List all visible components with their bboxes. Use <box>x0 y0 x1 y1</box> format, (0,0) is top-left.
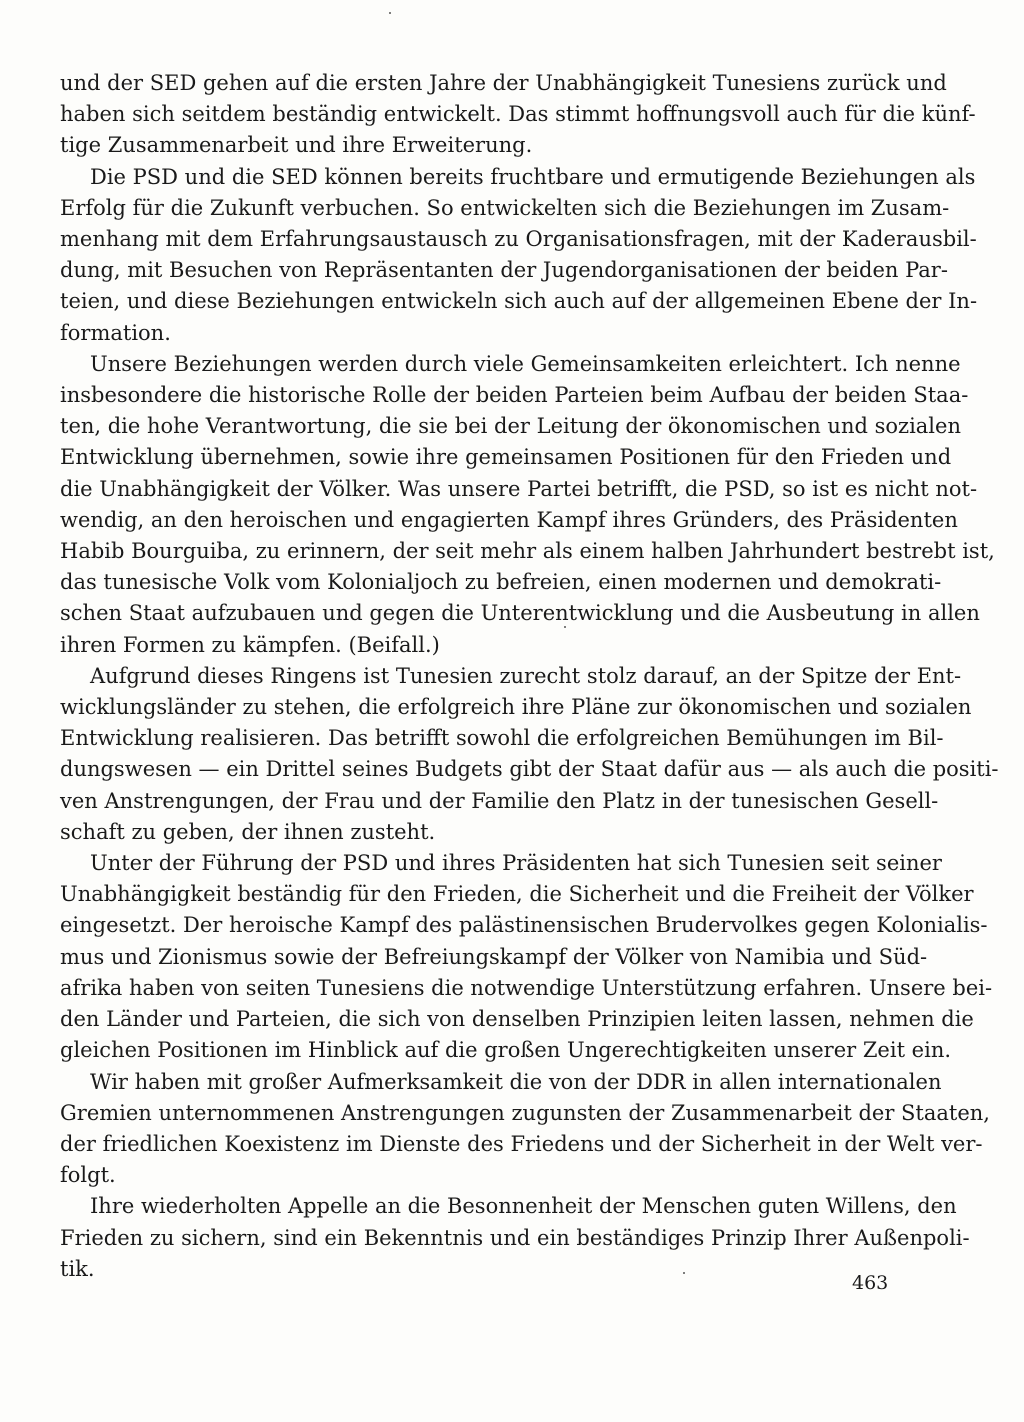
text-line: menhang mit dem Erfahrungsaustausch zu Organisationsfragen, mit der Kaderausbil- <box>60 227 977 252</box>
text-line: dungswesen — ein Drittel seines Budgets gibt der Staat dafür aus — als auch die positi- <box>60 757 999 782</box>
text-line: ten, die hohe Verantwortung, die sie bei der Leitung der ökonomischen und sozialen <box>60 414 961 439</box>
text-line: tik. <box>60 1256 95 1281</box>
text-line: Wir haben mit großer Aufmerksamkeit die von der DDR in allen internationalen <box>90 1069 942 1094</box>
text-line: den Länder und Parteien, die sich von denselben Prinzipien leiten lassen, nehmen die <box>60 1007 974 1032</box>
text-line: Frieden zu sichern, sind ein Bekenntnis und ein beständiges Prinzip Ihrer Außenpoli- <box>60 1225 970 1250</box>
text-line: formation. <box>60 320 171 345</box>
text-line: Entwicklung realisieren. Das betrifft sowohl die erfolgreichen Bemühungen im Bil- <box>60 726 944 751</box>
text-line: und der SED gehen auf die ersten Jahre der Unabhängigkeit Tunesiens zurück und <box>60 71 947 95</box>
text-line: afrika haben von seiten Tunesiens die notwendige Unterstützung erfahren. Unsere bei- <box>60 975 993 1000</box>
text-line: ven Anstrengungen, der Frau und der Familie den Platz in der tunesischen Gesell- <box>60 788 939 813</box>
text-line: tige Zusammenarbeit und ihre Erweiterung. <box>60 133 533 158</box>
text-line: Ihre wiederholten Appelle an die Besonnenheit der Menschen guten Willens, den <box>90 1194 957 1219</box>
text-line: Erfolg für die Zukunft verbuchen. So entwickelten sich die Beziehungen im Zusam- <box>60 195 950 220</box>
text-line: ihren Formen zu kämpfen. (Beifall.) <box>60 632 440 657</box>
text-line: insbesondere die historische Rolle der beiden Parteien beim Aufbau der beiden Staa- <box>60 383 969 408</box>
text-line: Unsere Beziehungen werden durch viele Gemeinsamkeiten erleichtert. Ich nenne <box>90 351 961 376</box>
text-line: folgt. <box>60 1163 116 1188</box>
text-line: dung, mit Besuchen von Repräsentanten der Jugendorganisationen der beiden Par- <box>60 258 948 283</box>
page-number: 463 <box>852 1272 889 1294</box>
text-line: teien, und diese Beziehungen entwickeln sich auch auf der allgemeinen Ebene der In- <box>60 289 978 314</box>
text-line: schaft zu geben, der ihnen zusteht. <box>60 819 436 844</box>
text-line: mus und Zionismus sowie der Befreiungskampf der Völker von Namibia und Süd- <box>60 944 928 969</box>
text-line: Die PSD und die SED können bereits fruchtbare und ermutigende Beziehungen als <box>90 164 976 189</box>
text-line: die Unabhängigkeit der Völker. Was unsere Partei betrifft, die PSD, so ist es nicht not- <box>60 476 978 501</box>
text-line: Unabhängigkeit beständig für den Frieden, die Sicherheit und die Freiheit der Völker <box>60 882 974 907</box>
text-line: haben sich seitdem beständig entwickelt. Das stimmt hoffnungsvoll auch für die künf- <box>60 102 976 127</box>
text-line: wicklungsländer zu stehen, die erfolgreich ihre Pläne zur ökonomischen und sozialen <box>60 695 972 720</box>
text-line: das tunesische Volk vom Kolonialjoch zu befreien, einen modernen und demokrati- <box>60 570 942 595</box>
scan-speck <box>389 12 391 14</box>
text-line: Habib Bourguiba, zu erinnern, der seit mehr als einem halben Jahrhundert bestrebt ist, <box>60 539 995 564</box>
text-line: Aufgrund dieses Ringens ist Tunesien zurecht stolz darauf, an der Spitze der Ent- <box>90 663 962 688</box>
paragraph <box>60 162 978 349</box>
paragraph <box>60 1067 990 1192</box>
text-line: Entwicklung übernehmen, sowie ihre gemeinsamen Positionen für den Frieden und <box>60 445 952 470</box>
text-line: Unter der Führung der PSD und ihres Präsidenten hat sich Tunesien seit seiner <box>90 851 942 876</box>
paragraph <box>60 661 999 848</box>
text-line: der friedlichen Koexistenz im Dienste des Friedens und der Sicherheit in der Welt ver- <box>60 1131 983 1156</box>
text-line: wendig, an den heroischen und engagierten Kampf ihres Gründers, des Präsidenten <box>60 507 958 532</box>
text-line: eingesetzt. Der heroische Kampf des palästinensischen Brudervolkes gegen Kolonialis- <box>60 913 988 938</box>
body-text <box>60 68 999 1285</box>
paragraph <box>60 848 993 1066</box>
text-line: Gremien unternommenen Anstrengungen zugunsten der Zusammenarbeit der Staaten, <box>60 1100 990 1125</box>
text-line: schen Staat aufzubauen und gegen die Unterentwicklung und die Ausbeutung in allen <box>60 601 980 626</box>
text-line: gleichen Positionen im Hinblick auf die großen Ungerechtigkeiten unserer Zeit ein. <box>60 1038 952 1063</box>
paragraph <box>60 1191 970 1285</box>
paragraph <box>60 68 976 162</box>
paragraph <box>60 349 995 661</box>
